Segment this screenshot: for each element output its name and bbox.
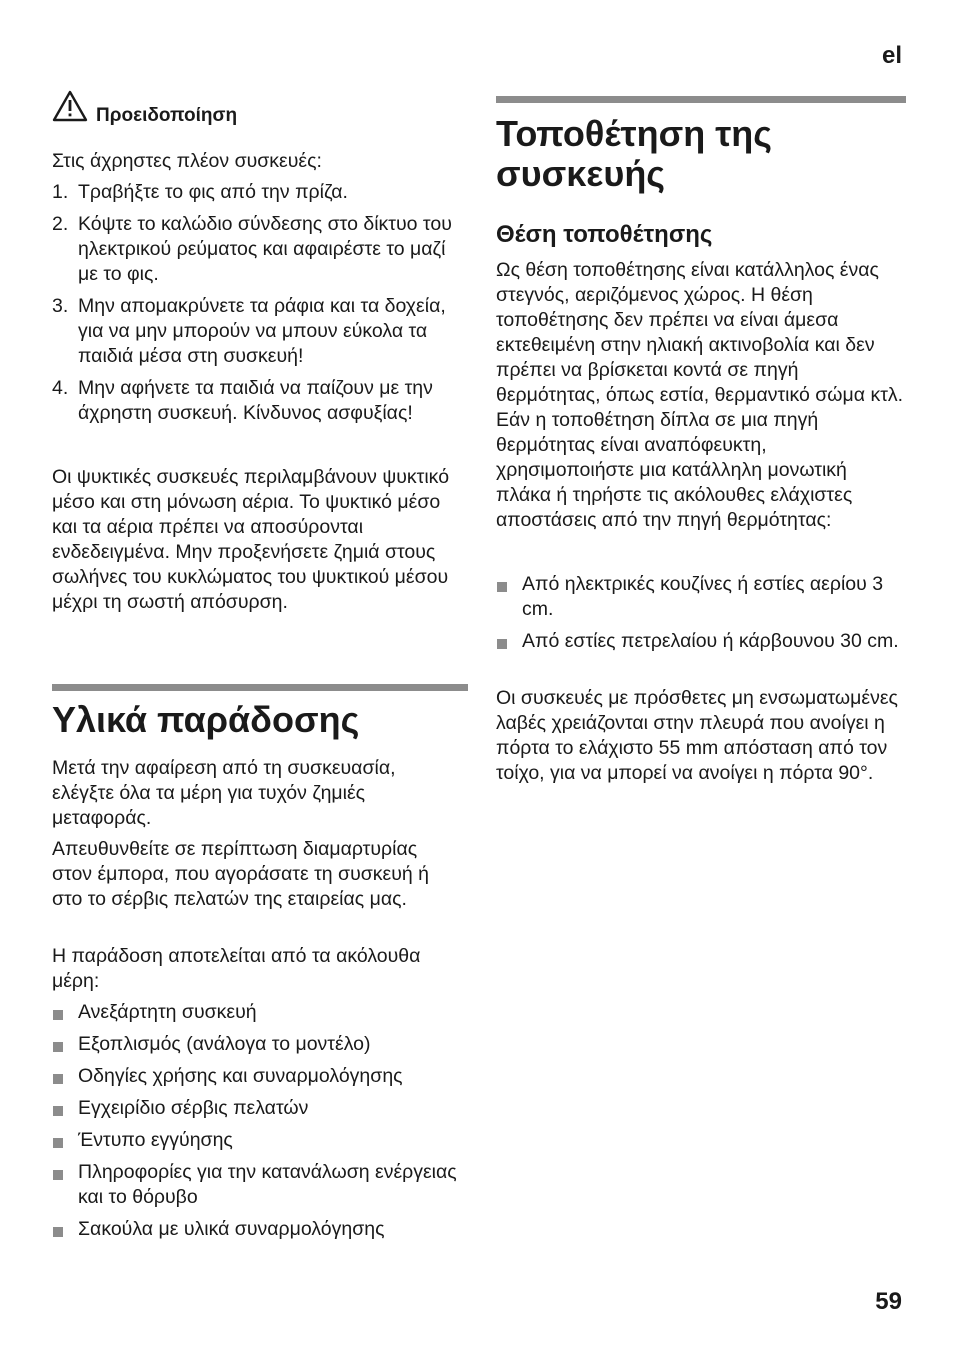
list-item: Πληροφορίες για την κατανάλωση ενέργειας και το θόρυβο [52,1160,462,1210]
list-item: Οδηγίες χρήσης και συναρμολόγησης [52,1064,462,1089]
installation-paragraph-2: Οι συσκευές με πρόσθετες μη ενσωματωμένες λαβές χρειάζονται στην πλευρά που ανοίγει η πόρτα το ελάχιστο 55 mm απόσταση από τον τοίχο, για να μπορεί να ανοίγει η πόρτα 90°. [496,687,898,784]
delivery-paragraph-2: Απευθυνθείτε σε περίπτωση διαμαρτυρίας στον έμπορα, που αγοράσατε τη συσκευή ή στο το σέρβις πελατών της εταιρείας μας. [52,838,430,910]
warning-title: Προειδοποίηση [96,105,238,126]
clearance-items [496,572,906,661]
page-number: 59 [875,1288,902,1315]
delivery-title: Υλικά παράδοσης [52,699,360,740]
list-item: 1. Τραβήξτε το φις από την πρίζα. [52,181,348,203]
refrigerant-note: Οι ψυκτικές συσκευές περιλαμβάνουν ψυκτικό μέσο και στη μόνωση αέρια. Το ψυκτικό μέσο και τα αέρια πρέπει να αποσύρονται ενδεδειγμένα. Μην προξενήσετε ζημιά στους σωλήνες του κυκλώματος του ψυκτικού μέσου μέχρι τη σωστή απόσυρση. [52,466,450,613]
list-item: Σακούλα με υλικά συναρμολόγησης [52,1217,462,1242]
list-item: Από εστίες πετρελαίου ή κάρβουνου 30 cm. [496,629,906,654]
delivery-paragraph-1: Μετά την αφαίρεση από τη συσκευασία, ελέγξτε όλα τα μέρη για τυχόν ζημιές μεταφοράς. [52,757,396,829]
warning-icon [52,90,88,127]
list-item: Εγχειρίδιο σέρβις πελατών [52,1096,462,1121]
list-item: 2. Κόψτε το καλώδιο σύνδεσης στο δίκτυο του ηλεκτρικού ρεύματος και αφαιρέστε το μαζί με το φις. [52,213,452,285]
bullet-icon [53,1010,63,1020]
bullet-icon [53,1227,63,1237]
bullet-icon [53,1042,63,1052]
bullet-icon [53,1170,63,1180]
list-item: Εξοπλισμός (ανάλογα το μοντέλο) [52,1032,462,1057]
language-code: el [881,42,902,69]
disposal-steps [52,180,462,433]
installation-subtitle: Θέση τοποθέτησης [496,221,713,248]
list-item: 4. Μην αφήνετε τα παιδιά να παίζουν με την άχρηστη συσκευή. Κίνδυνος ασφυξίας! [52,377,433,424]
bullet-icon [497,582,507,592]
section-divider [496,96,906,103]
bullet-icon [53,1138,63,1148]
section-divider [52,684,468,691]
delivery-paragraph-3: Η παράδοση αποτελείται από τα ακόλουθα μέρη: [52,945,421,992]
list-item: Από ηλεκτρικές κουζίνες ή εστίες αερίου 3 cm. [496,572,906,622]
bullet-icon [53,1106,63,1116]
list-item: Έντυπο εγγύησης [52,1128,462,1153]
delivery-items [52,1000,462,1249]
installation-title: Τοποθέτηση της συσκευής [496,113,773,194]
warning-intro: Στις άχρηστες πλέον συσκευές: [52,150,322,172]
warning-heading [52,90,237,127]
list-item: 3. Μην απομακρύνετε τα ράφια και τα δοχεία, για να μην μπορούν να μπουν εύκολα τα παιδιά μέσα στη συσκευή! [52,295,446,367]
installation-paragraph-1: Ως θέση τοποθέτησης είναι κατάλληλος ένας στεγνός, αεριζόμενος χώρος. Η θέση τοποθέτησης δεν πρέπει να είναι άμεσα εκτεθειμένη στην ηλιακή ακτινοβολία και δεν πρέπει να βρίσκεται κοντά σε πηγή θερμότητας, όπως εστία, θερμαντικό σώμα κτλ. Εάν η τοποθέτηση δίπλα σε μια πηγή θερμότητας είναι αναπόφευκτη, χρησιμοποιήστε μια κατάλληλη μονωτική πλάκα ή τηρήστε τις ακόλουθες ελάχιστες αποστάσεις από την πηγή θερμότητας: [496,259,904,531]
list-item: Ανεξάρτητη συσκευή [52,1000,462,1025]
bullet-icon [497,639,507,649]
bullet-icon [53,1074,63,1084]
